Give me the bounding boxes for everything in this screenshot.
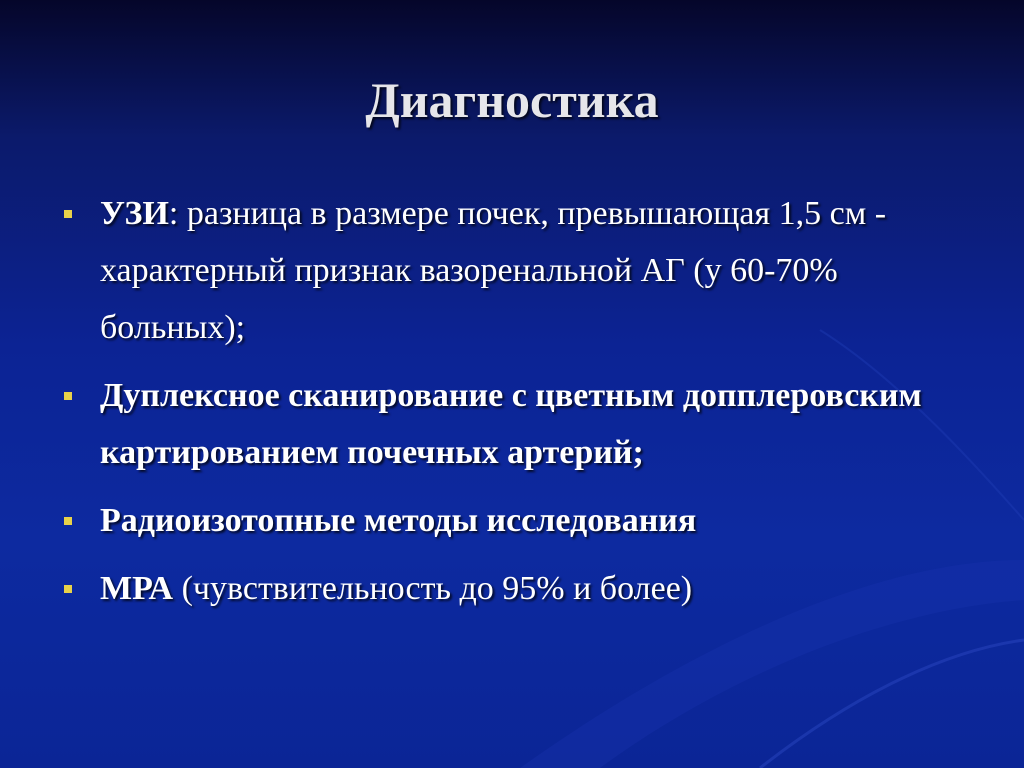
- square-bullet-icon: [64, 210, 72, 218]
- bullet-item-uzi: [60, 185, 980, 356]
- square-bullet-icon: [64, 517, 72, 525]
- slide-title: Диагностика: [365, 72, 659, 128]
- bullet-item-mra: [60, 560, 980, 617]
- bullet-item-bold: МРА: [100, 570, 174, 607]
- bullet-item-bold: Радиоизотопные методы исследования: [100, 502, 697, 539]
- bullet-item-radioisotope: [60, 492, 980, 549]
- square-bullet-icon: [64, 585, 72, 593]
- bullet-item-duplex: [60, 367, 980, 481]
- square-bullet-icon: [64, 392, 72, 400]
- bullet-item-text: : разница в размере почек, превышающая 1,5 см - характерный признак вазоренальной АГ (у 60-70% больных);: [100, 195, 887, 346]
- bullet-item-bold: Дуплексное сканирование с цветным допплеровским картированием почечных артерий;: [100, 377, 922, 471]
- bullet-list: [60, 185, 980, 628]
- bullet-item-bold: УЗИ: [100, 195, 169, 232]
- bullet-item-text: (чувствительность до 95% и более): [173, 570, 693, 607]
